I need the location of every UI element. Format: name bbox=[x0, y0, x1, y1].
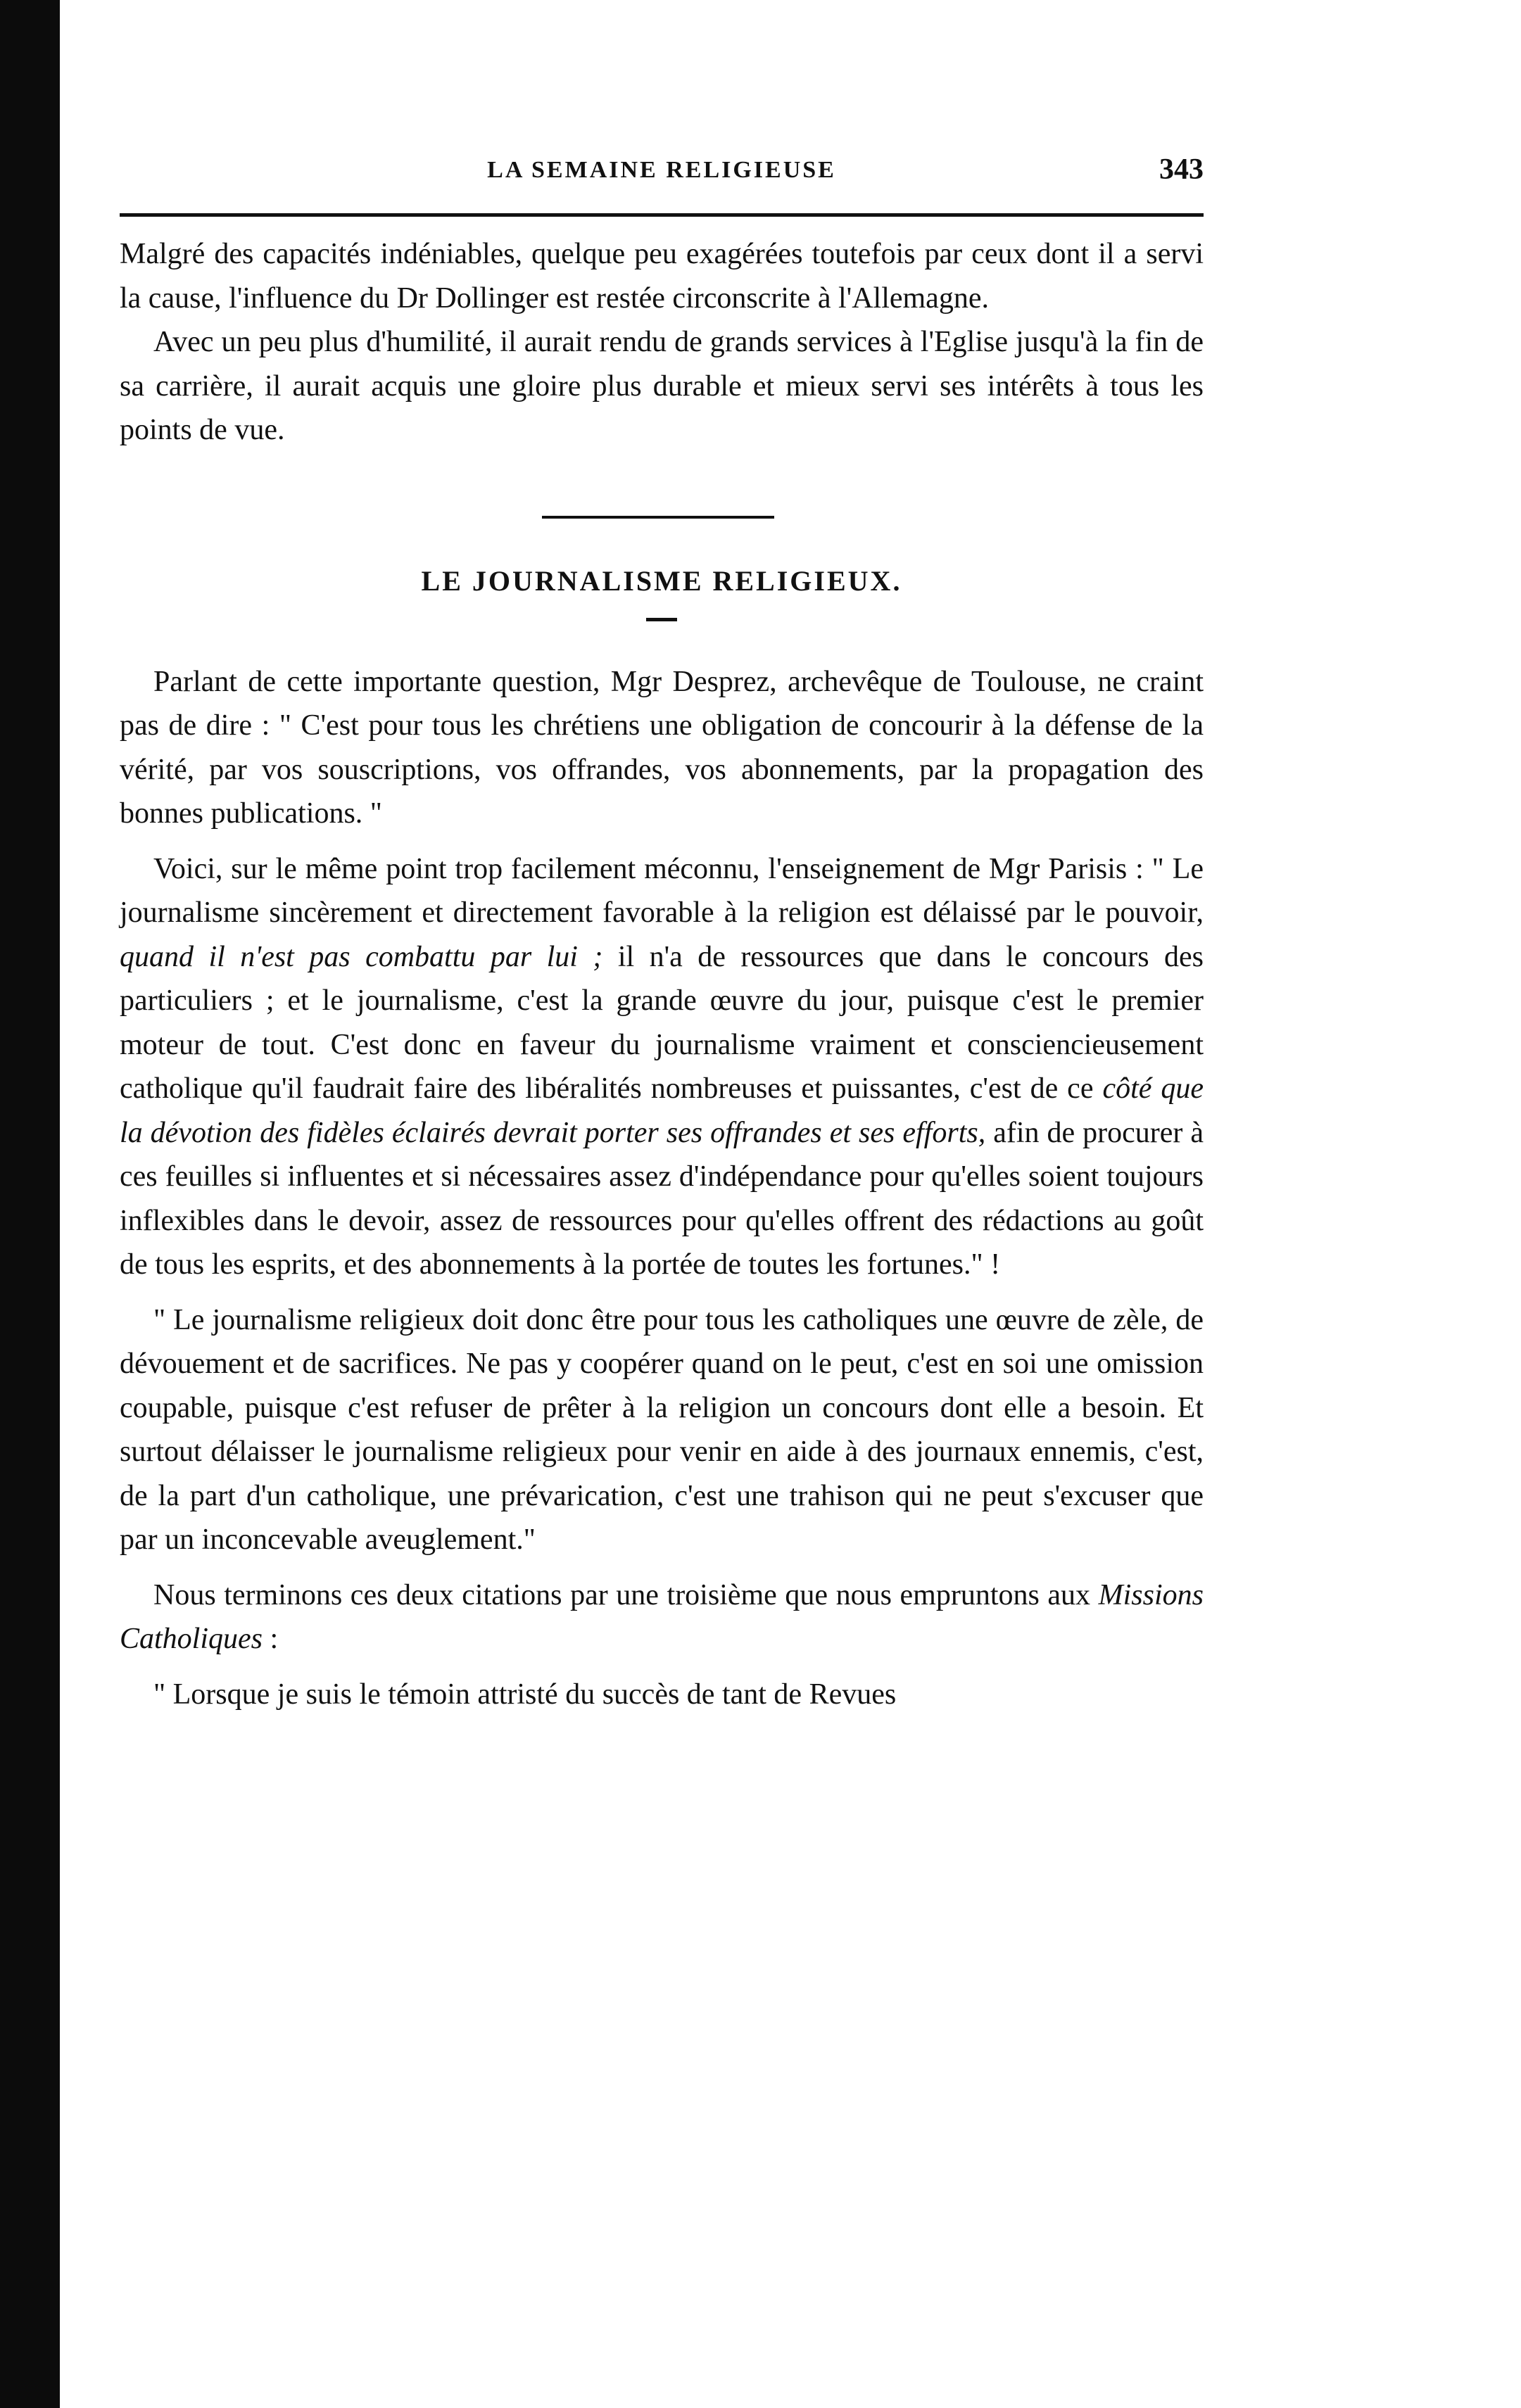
article-paragraph-1: Parlant de cette importante question, Mgr Desprez, archevêque de Toulouse, ne craint pas de dire : " C'est pour tous les chrétiens une obligation de concourir à la défense de la vérité, par vos souscriptions, vos offrandes, vos abonnements, par la propagation des bonnes publications. " bbox=[120, 665, 1204, 830]
section-break bbox=[120, 452, 1204, 660]
paragraph-4-text-b: : bbox=[263, 1623, 279, 1655]
running-head bbox=[120, 144, 1204, 201]
body-text bbox=[120, 232, 1204, 1716]
section-title: LE JOURNALISME RELIGIEUX. bbox=[421, 564, 902, 597]
binding-edge bbox=[0, 0, 60, 2408]
header-rule bbox=[120, 213, 1204, 217]
section-rule bbox=[542, 516, 774, 519]
paragraph-2-text-c: afin de procurer à ces feuilles si influentes et si nécessaires assez d'indépendance pour qu'elles soient toujours inflexibles dans le devoir, assez de ressources pour qu'elles offrent des rédactions au goût de tous les esprits, et des abonnements à la portée de toutes les fortunes." ! bbox=[120, 1116, 1204, 1281]
intro-paragraph-1: Malgré des capacités indéniables, quelque peu exagérées toutefois par ceux dont il a servi la cause, l'influence du Dr Dollinger est restée circonscrite à l'Allemagne. bbox=[120, 238, 1204, 315]
paragraph-4-text-a: Nous terminons ces deux citations par une troisième que nous empruntons aux bbox=[153, 1578, 1099, 1611]
paragraph-2-text-a: Voici, sur le même point trop facilement méconnu, l'enseignement de Mgr Parisis : " Le journalisme sincèrement et directement favorable à la religion est délaissé par le pouvoir, bbox=[120, 852, 1204, 929]
running-title: LA SEMAINE RELIGIEUSE bbox=[487, 157, 836, 183]
intro-paragraph-2: Avec un peu plus d'humilité, il aurait rendu de grands services à l'Eglise jusqu'à la fin de sa carrière, il aurait acquis une gloire plus durable et mieux servi ses intérêts à tous les points de vue. bbox=[120, 326, 1204, 446]
page-number: 343 bbox=[1159, 153, 1204, 186]
article-paragraph-3: " Le journalisme religieux doit donc être pour tous les catholiques une œuvre de zèle, de dévouement et de sacrifices. Ne pas y coopérer quand on le peut, c'est en soi une omission coupable, puisque c'est refuser de prêter à la religion un concours dont elle a besoin. Et surtout délaisser le journalisme religieux pour venir en aide à des journaux ennemis, c'est, de la part d'un catholique, une prévarication, c'est une trahison qui ne peut s'excuser que par un inconcevable aveuglement." bbox=[120, 1303, 1204, 1556]
paragraph-2-italic-a: quand il n'est pas combattu par lui ; bbox=[120, 940, 603, 973]
paragraph-2-text-b: il n'a de ressources que dans le concours des particuliers ; et le journalisme, c'est la grande œuvre du jour, puisque c'est le premier moteur de tout. C'est donc en faveur du journalisme vraiment et consciencieusement catholique qu'il faudrait faire des libéralités nombreuses et puissantes, c'est de ce bbox=[120, 940, 1204, 1105]
article-paragraph-4 bbox=[120, 1573, 1204, 1661]
book-page bbox=[120, 0, 1204, 2408]
article-paragraph-5: " Lorsque je suis le témoin attristé du succès de tant de Revues bbox=[153, 1678, 897, 1711]
paragraph-2-italic-b: côté que la dévotion des fidèles éclairés devrait porter ses offrandes et ses efforts, bbox=[120, 1072, 1204, 1149]
paragraph-4-italic: Missions Catholiques bbox=[120, 1578, 1204, 1655]
article-paragraph-2 bbox=[120, 847, 1204, 1287]
section-dash bbox=[646, 618, 677, 621]
